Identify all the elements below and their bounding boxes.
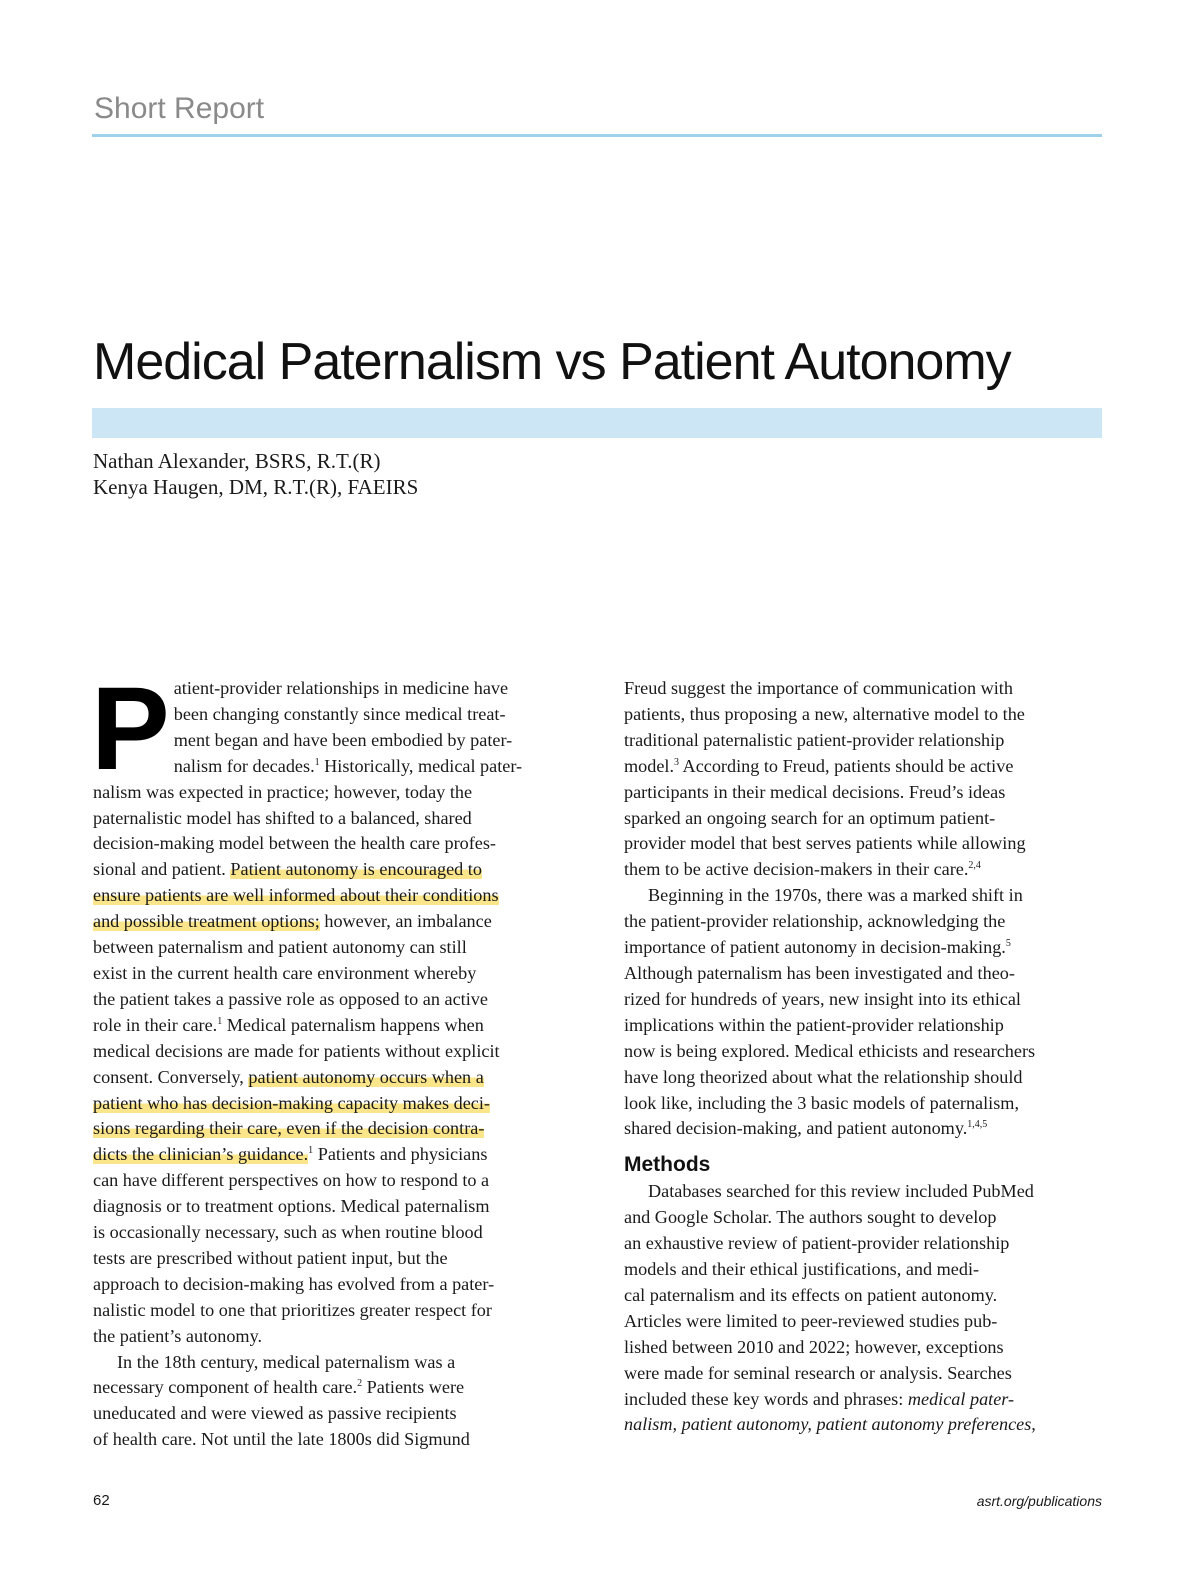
text-line: paternalistic model has shifted to a balanced, shared (93, 807, 472, 828)
highlighted-text: patient who has decision-making capacity makes deci- (93, 1092, 490, 1113)
methods-heading: Methods (624, 1153, 711, 1177)
highlighted-text: and possible treatment options; (93, 911, 320, 932)
text-line: dicts the clinician’s guidance.$^1$ Patients and physicians (93, 1144, 488, 1165)
text-line: model.$^3$ According to Freud, patients should be active (624, 755, 1014, 776)
text-line: and Google Scholar. The authors sought to develop (624, 1207, 997, 1228)
highlighted-text: Patient autonomy is encouraged to (230, 859, 482, 880)
footer-url[interactable]: asrt.org/publications (976, 1493, 1102, 1509)
text-line: nalism for decades.$^1$ Historically, medical pater- (173, 755, 523, 776)
text-line: cal paternalism and its effects on patient autonomy. (624, 1284, 998, 1305)
citation-ref: 1 (217, 1015, 223, 1027)
body-column-left (91, 663, 571, 1453)
text-line: tests are prescribed without patient input, but the (93, 1247, 448, 1268)
highlighted-text: dicts the clinician’s guidance. (93, 1144, 309, 1165)
text-line: of health care. Not until the late 1800s did Sigmund (93, 1429, 470, 1450)
text-line: them to be active decision-makers in their care.$^{2,4}$ (624, 859, 981, 880)
text-line: Databases searched for this review included PubMed (648, 1181, 1034, 1202)
text-line: an exhaustive review of patient-provider relationship (624, 1233, 1010, 1254)
author-2: Kenya Haugen, DM, R.T.(R), FAEIRS (93, 475, 419, 499)
text-line: the patient’s autonomy. (93, 1325, 263, 1346)
text-line (93, 1091, 571, 1117)
text-line: role in their care.$^1$ Medical paternalism happens when (93, 1014, 484, 1035)
text-line: and possible treatment options; however, an imbalance (93, 911, 492, 932)
author-list (93, 448, 418, 500)
text-line: nalism, patient autonomy, patient autonomy preferences, (624, 1414, 1036, 1435)
text-line: nalistic model to one that prioritizes greater respect for (93, 1299, 492, 1320)
text-line: importance of patient autonomy in decision-making.$^5$ (624, 937, 1011, 958)
body-column-right (624, 676, 1102, 1438)
text-line: between paternalism and patient autonomy can still (93, 937, 467, 958)
citation-ref: 3 (674, 756, 680, 768)
text-line: the patient takes a passive role as opposed to an active (93, 988, 488, 1009)
drop-cap: P (91, 663, 170, 795)
header-rule (92, 134, 1102, 137)
text-line: been changing constantly since medical treat- (173, 703, 506, 724)
text-line: Articles were limited to peer-reviewed studies pub- (624, 1310, 998, 1331)
text-line: can have different perspectives on how to respond to a (93, 1170, 490, 1191)
text-line: were made for seminal research or analysis. Searches (624, 1362, 1012, 1383)
text-line: have long theorized about what the relationship should (624, 1066, 1023, 1087)
text-line: uneducated and were viewed as passive recipients (93, 1403, 457, 1424)
text-line: necessary component of health care.$^2$ Patients were (93, 1377, 465, 1398)
text-line: implications within the patient-provider relationship (624, 1014, 1004, 1035)
highlighted-text: sions regarding their care, even if the decision contra- (93, 1118, 485, 1139)
text-line (93, 1116, 571, 1142)
page-number: 62 (93, 1492, 110, 1509)
text-line: now is being explored. Medical ethicists and researchers (624, 1040, 1036, 1061)
text-line: rized for hundreds of years, new insight into its ethical (624, 988, 1021, 1009)
citation-ref: 2 (357, 1378, 363, 1390)
text-line: Freud suggest the importance of communication with (624, 678, 1013, 698)
text-line: participants in their medical decisions. Freud’s ideas (624, 781, 1006, 802)
text-line: models and their ethical justifications, and medi- (624, 1259, 980, 1280)
text-line: look like, including the 3 basic models of paternalism, (624, 1092, 1019, 1113)
text-line: ment began and have been embodied by pater- (173, 729, 513, 750)
highlighted-text: patient autonomy occurs when a (248, 1066, 484, 1087)
text-line: the patient-provider relationship, acknowledging the (624, 911, 1006, 932)
citation-ref: 5 (1005, 938, 1011, 950)
italic-keywords: medical pater- (907, 1388, 1015, 1409)
text-line: approach to decision-making has evolved from a pater- (93, 1273, 495, 1294)
citation-ref: 2,4 (968, 860, 981, 872)
text-line: patients, thus proposing a new, alternative model to the (624, 703, 1025, 724)
text-line: sparked an ongoing search for an optimum patient- (624, 807, 996, 828)
text-line: Beginning in the 1970s, there was a marked shift in (648, 885, 1023, 906)
text-line: In the 18th century, medical paternalism was a (117, 1351, 456, 1372)
text-line: atient-provider relationships in medicine have (173, 678, 509, 698)
text-line: is occasionally necessary, such as when routine blood (93, 1222, 483, 1243)
title-band (92, 408, 1102, 438)
text-line: lished between 2010 and 2022; however, exceptions (624, 1336, 1004, 1357)
author-1: Nathan Alexander, BSRS, R.T.(R) (93, 449, 381, 473)
text-line: shared decision-making, and patient autonomy.$^{1,4,5}$ (624, 1118, 988, 1139)
text-line: diagnosis or to treatment options. Medical paternalism (93, 1196, 490, 1217)
section-label: Short Report (94, 92, 265, 125)
text-line: exist in the current health care environment whereby (93, 962, 477, 983)
text-line: included these key words and phrases: medical pater- (624, 1388, 1015, 1409)
article-title: Medical Paternalism vs Patient Autonomy (93, 333, 1011, 391)
text-line: decision-making model between the health care profes- (93, 833, 496, 854)
text-line: consent. Conversely, patient autonomy occurs when a (93, 1066, 484, 1087)
text-line: provider model that best serves patients while allowing (624, 833, 1026, 854)
text-line: medical decisions are made for patients without explicit (93, 1040, 500, 1061)
text-line: traditional paternalistic patient-provider relationship (624, 729, 1005, 750)
text-line: sional and patient. Patient autonomy is encouraged to (93, 859, 482, 880)
citation-ref: 1 (314, 756, 320, 768)
text-line: nalism was expected in practice; however, today the (93, 781, 473, 802)
highlighted-text: ensure patients are well informed about their conditions (93, 885, 499, 906)
text-line: Although paternalism has been investigated and theo- (624, 962, 1015, 983)
citation-ref: 1,4,5 (967, 1119, 988, 1131)
citation-ref: 1 (308, 1145, 314, 1157)
text-line (93, 883, 571, 909)
